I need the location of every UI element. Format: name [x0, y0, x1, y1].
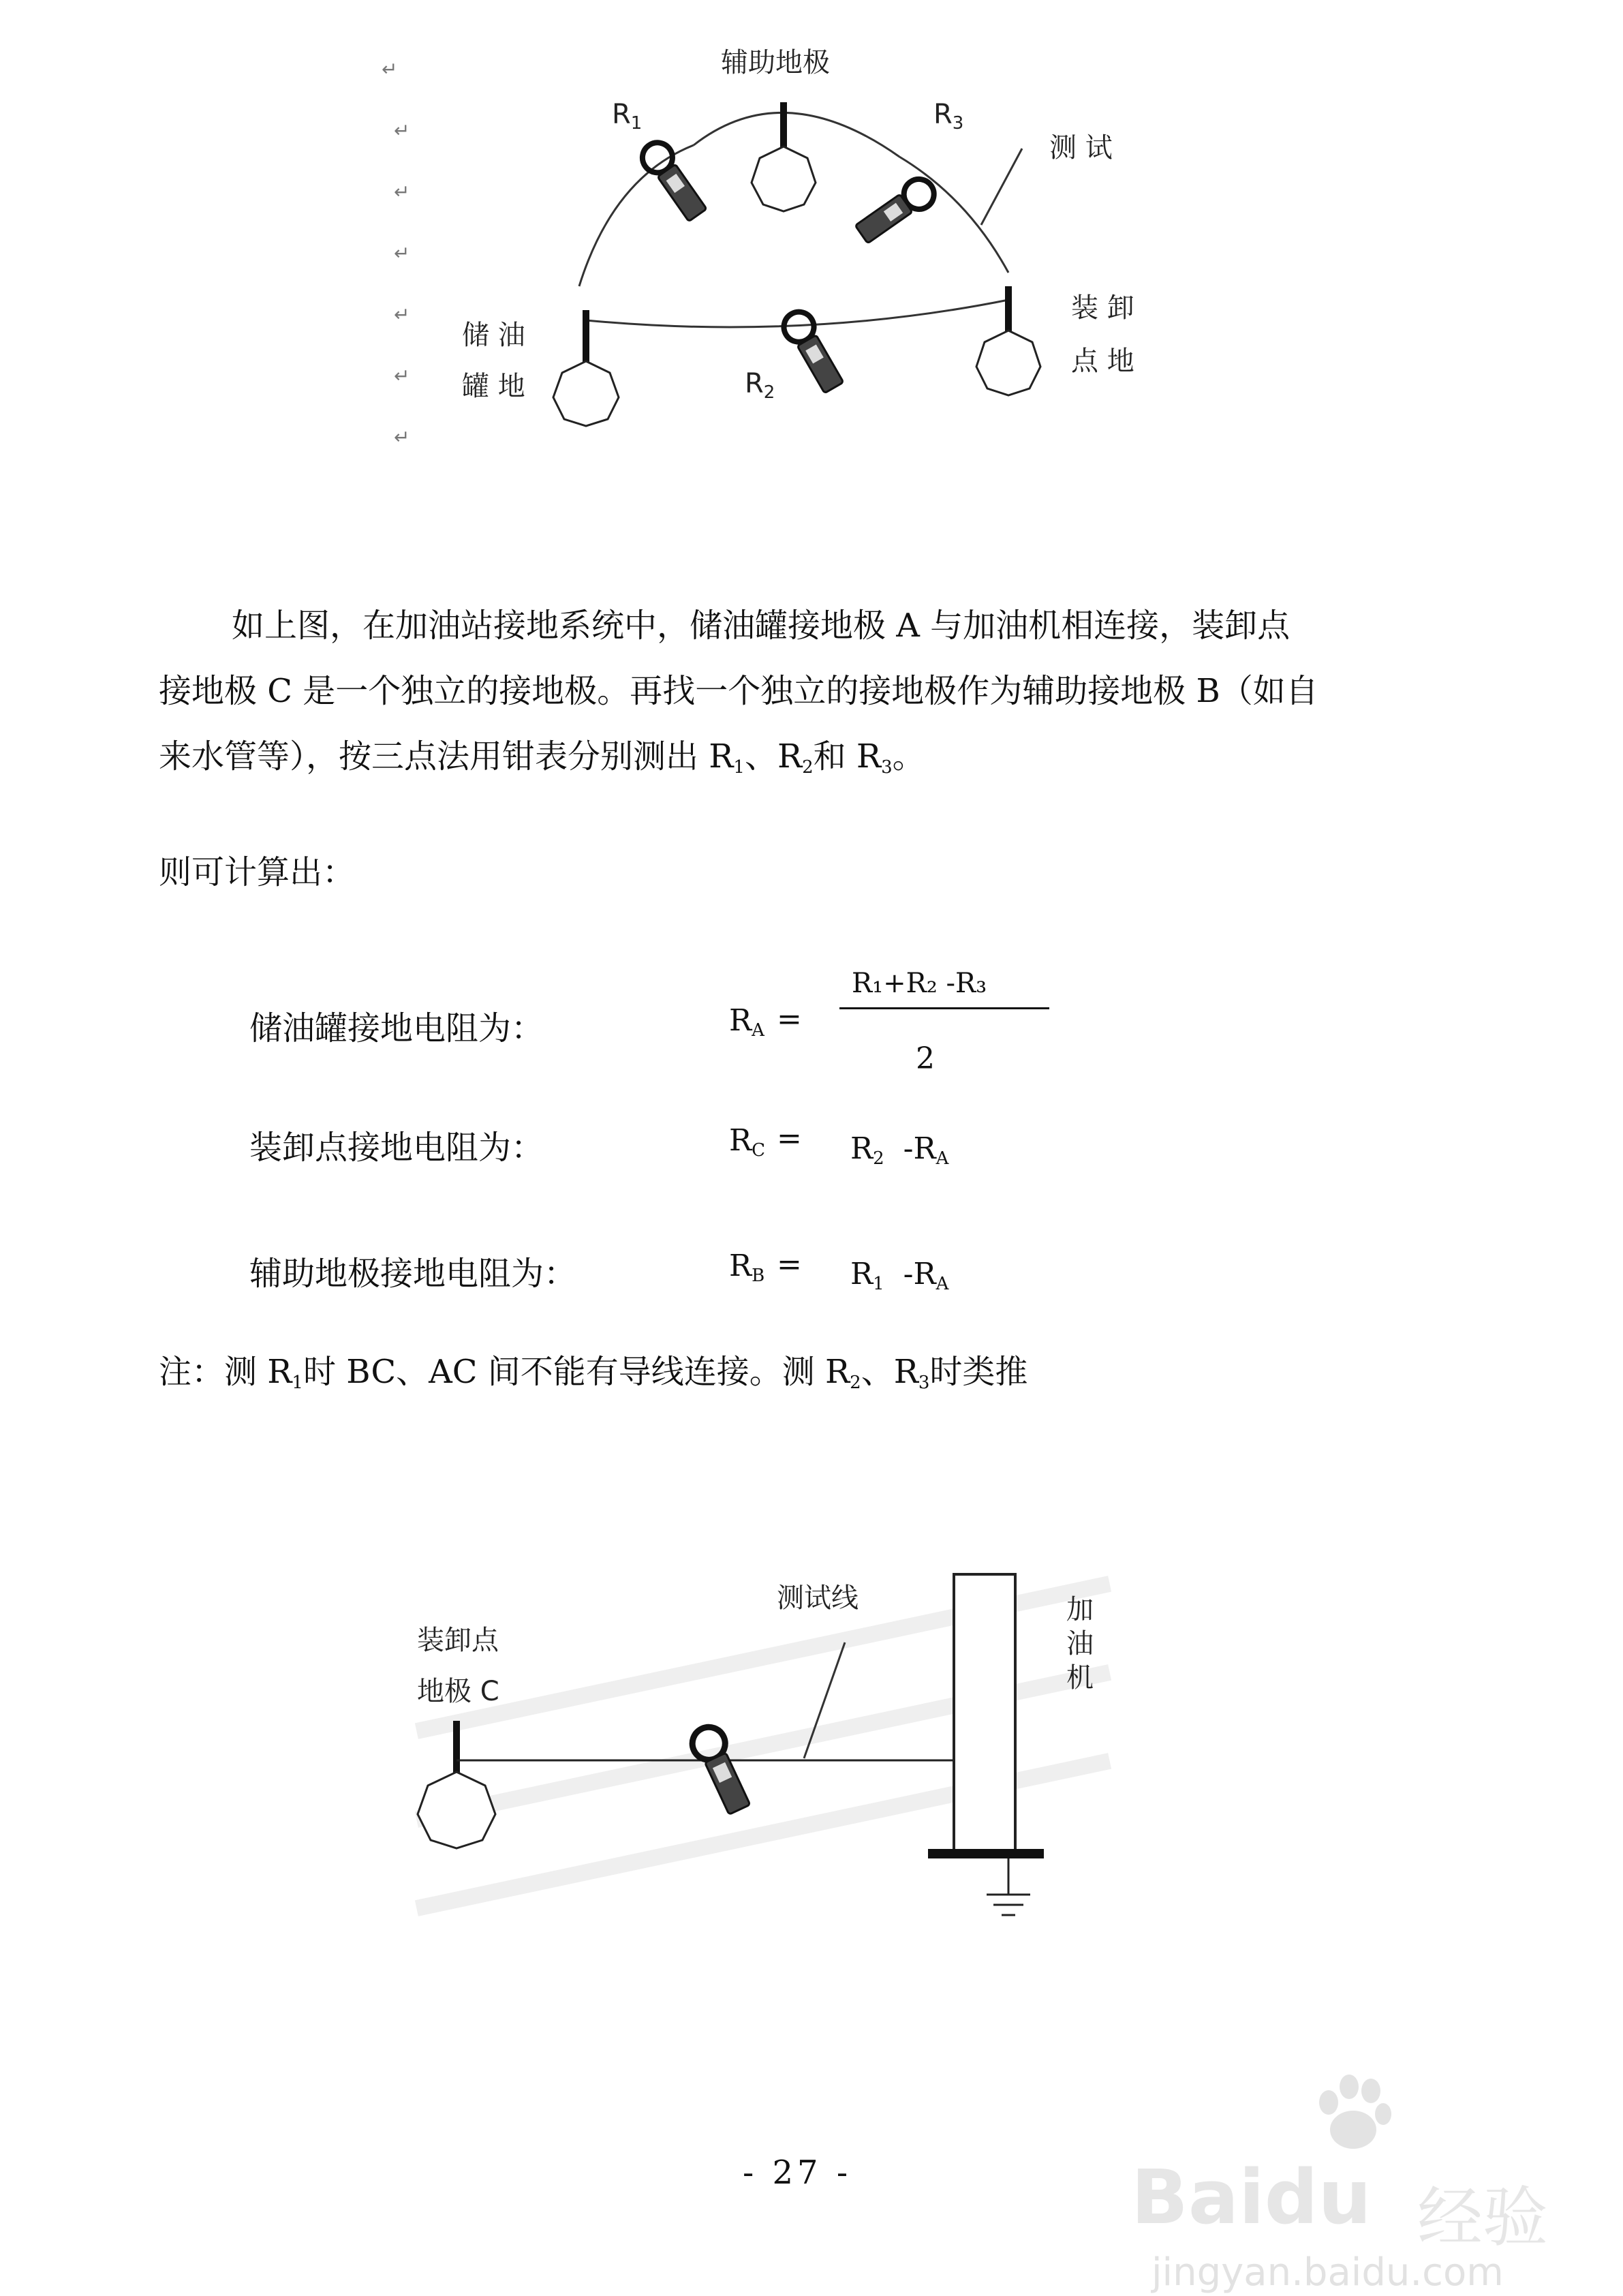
eq-rc-label: 装卸点接地电阻为： [249, 1129, 544, 1167]
eq-rb-label: 辅助地极接地电阻为： [249, 1255, 577, 1293]
eq-rb-equals: = [777, 1247, 802, 1282]
unloading-label-line1: 装 卸 [1071, 292, 1134, 324]
eq-rc-equals: = [777, 1121, 802, 1156]
para-line-1: 如上图，在加油站接地系统中，储油罐接地极 A 与加油机相连接，装卸点 [232, 607, 1290, 645]
calc-intro: 则可计算出： [159, 853, 356, 891]
electrode-c-icon [418, 1721, 495, 1848]
para-line-3: 来水管等），按三点法用钳表分别测出 $R_1$、$R_2$和 $R_3$。 [159, 737, 925, 778]
r2-label: $R_2$ [745, 368, 775, 403]
paragraph-mark: ↵ [394, 426, 410, 448]
clamp-meter-icon [687, 1721, 754, 1816]
paragraph-mark: ↵ [394, 303, 410, 326]
eq-ra-fraction-bar [839, 1007, 1049, 1009]
test-wire-label: 测 试 [1049, 132, 1113, 164]
tank-label-line1: 储 油 [462, 320, 525, 351]
paragraph-mark: ↵ [394, 181, 410, 203]
dispenser-label-1: 加 [1066, 1594, 1094, 1625]
watermark-cn: 经验 [1417, 2179, 1548, 2256]
tank-label-line2: 罐 地 [462, 371, 525, 402]
diagram-dispenser [0, 1533, 1623, 1956]
paragraph-mark: ↵ [394, 242, 410, 264]
aux-electrode-label: 辅助地极 [721, 47, 830, 78]
unloading-label-line2: 点 地 [1071, 346, 1134, 377]
auxiliary-electrode-icon [752, 102, 816, 211]
eq-ra-numerator: R₁+R₂ -R₃ [852, 968, 987, 999]
paragraph-mark: ↵ [394, 365, 410, 387]
page-number: - 27 - [743, 2154, 852, 2192]
watermark-brand: Baidu [1131, 2154, 1372, 2241]
dispenser-label-2: 油 [1066, 1628, 1094, 1659]
electrode-c-label-line1: 装卸点 [417, 1625, 499, 1656]
clamp-meter-r1-icon [636, 137, 710, 224]
unloading-electrode-icon [976, 286, 1040, 395]
eq-ra-label: 储油罐接地电阻为： [249, 1009, 544, 1047]
paw-icon [1308, 2072, 1397, 2160]
note-line: 注：测 $R_1$时 BC、AC 间不能有导线连接。测 $R_2$、$R_3$时类推 [159, 1353, 1028, 1393]
electrode-c-label-line2: 地极 C [417, 1676, 499, 1707]
clamp-meter-r2-icon [778, 307, 847, 395]
eq-rc-lhs: $R_C$ [729, 1123, 766, 1161]
clamp-meter-r3-icon [853, 173, 940, 247]
para-line-2: 接地极 C 是一个独立的接地极。再找一个独立的接地极作为辅助接地极 B（如自 [159, 672, 1318, 710]
eq-ra-denominator: 2 [916, 1041, 935, 1076]
diagram-three-point [0, 0, 1623, 491]
dispenser-label-3: 机 [1066, 1662, 1094, 1694]
watermark-url: jingyan.baidu.com [1151, 2250, 1504, 2295]
baidu-watermark [1131, 2072, 1608, 2295]
eq-rb-lhs: $R_B$ [729, 1249, 765, 1286]
paragraph-mark: ↵ [382, 58, 398, 80]
tank-electrode-icon [553, 310, 619, 426]
eq-ra-equals: = [777, 1002, 802, 1037]
eq-rc-rhs: $R_2$ $-R_A$ [850, 1131, 949, 1169]
r1-label: $R_1$ [612, 99, 643, 134]
test-wire-label: 测试线 [777, 1582, 859, 1614]
r3-label: $R_3$ [933, 99, 964, 134]
eq-ra-lhs: $R_A$ [729, 1003, 764, 1041]
eq-rb-rhs: $R_1$ $-R_A$ [850, 1257, 949, 1294]
paragraph-mark: ↵ [394, 119, 410, 142]
